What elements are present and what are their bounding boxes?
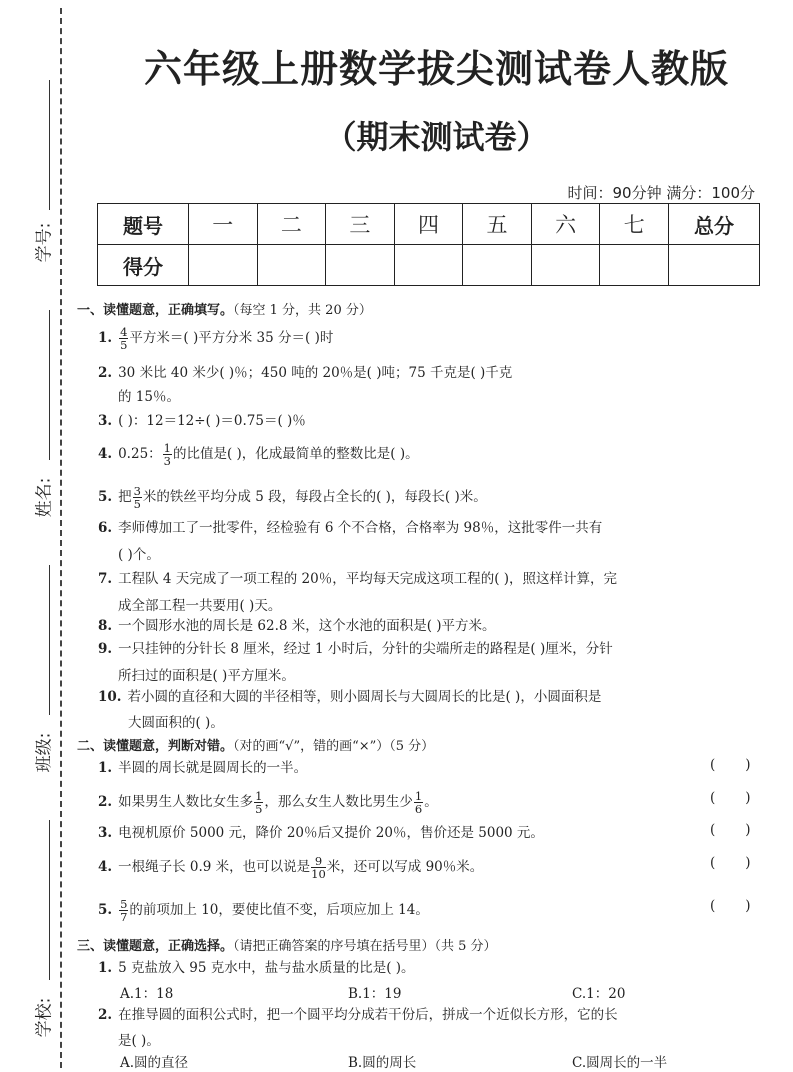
question-number: 9. xyxy=(98,641,113,657)
numerator: 5 xyxy=(120,897,128,911)
denominator: 7 xyxy=(120,910,128,924)
question-number: 3. xyxy=(98,413,113,429)
class-field xyxy=(14,565,56,773)
question-number: 2. xyxy=(98,1007,113,1023)
question-number: 1. xyxy=(98,760,113,776)
student-id-label: 学号: xyxy=(34,222,55,263)
class-line xyxy=(49,565,50,715)
section-title-text: 一、读懂题意，正确填写。 xyxy=(77,303,234,318)
score-cell[interactable] xyxy=(326,245,395,286)
section-3-title xyxy=(77,935,497,954)
s3-question-1 xyxy=(98,957,415,979)
question-text: 电视机原价 5000 元，降价 20％后又提价 20％，售价还是 5000 元。 xyxy=(118,825,544,841)
question-text: 一根绳子长 0.9 米，也可以说是 xyxy=(118,859,311,875)
option-c[interactable]: C.圆周长的一半 xyxy=(572,1055,668,1071)
question-text: 一个圆形水池的周长是 62.8 米，这个水池的面积是( )平方米。 xyxy=(118,618,496,634)
question-text: 一只挂钟的分针长 8 厘米，经过 1 小时后，分针的尖端所走的路程是( )厘米，分针 xyxy=(118,641,613,657)
school-line xyxy=(49,820,50,980)
section-2-title xyxy=(77,735,434,754)
question-text: 的前项加上 10，要使比值不变，后项应加上 14。 xyxy=(129,902,429,918)
numerator: 1 xyxy=(163,441,171,455)
score-table xyxy=(97,203,760,286)
score-header-cell: 六 xyxy=(531,204,600,245)
question-text: ，那么女生人数比男生少 xyxy=(264,794,413,810)
s1-question-6 xyxy=(98,517,602,539)
s2-question-1 xyxy=(98,757,307,779)
denominator: 5 xyxy=(255,802,263,816)
s3-question-2-cont: 是( )。 xyxy=(118,1033,160,1049)
section-title-text: 三、读懂题意，正确选择。 xyxy=(77,939,234,954)
answer-paren[interactable]: ( ) xyxy=(710,855,751,871)
score-value-row xyxy=(98,245,760,286)
question-text: 工程队 4 天完成了一项工程的 20％，平均每天完成这项工程的( )，照这样计算，完 xyxy=(118,571,618,587)
score-cell[interactable] xyxy=(463,245,532,286)
s1-question-10 xyxy=(98,686,601,708)
question-number: 1. xyxy=(98,330,113,346)
s1-question-4 xyxy=(98,442,419,467)
school-label: 学校: xyxy=(34,997,55,1038)
fraction xyxy=(119,326,128,351)
class-label: 班级: xyxy=(34,732,55,773)
question-text: 如果男生人数比女生多 xyxy=(118,794,254,810)
question-number: 4. xyxy=(98,859,113,875)
question-number: 10. xyxy=(98,689,122,705)
cut-line xyxy=(60,8,62,1068)
score-header-cell: 一 xyxy=(189,204,258,245)
question-text: 半圆的周长就是圆周长的一半。 xyxy=(118,760,308,776)
student-id-field xyxy=(14,80,56,280)
question-number: 2. xyxy=(98,794,113,810)
school-field xyxy=(14,820,56,1038)
s2-question-5 xyxy=(98,898,429,923)
score-cell[interactable] xyxy=(257,245,326,286)
score-header-cell: 二 xyxy=(257,204,326,245)
score-header-cell: 总分 xyxy=(669,204,760,245)
answer-paren[interactable]: ( ) xyxy=(710,757,751,773)
numerator: 1 xyxy=(414,789,423,803)
fraction xyxy=(119,898,128,923)
question-text: 李师傅加工了一批零件，经检验有 6 个不合格，合格率为 98％，这批零件一共有 xyxy=(118,520,603,536)
score-cell[interactable] xyxy=(669,245,760,286)
fraction xyxy=(311,855,326,880)
section-note: （请把正确答案的序号填在括号里）（共 5 分） xyxy=(233,939,497,954)
student-id-line xyxy=(49,80,50,210)
question-text: 。 xyxy=(424,794,438,810)
section-title-text: 二、读懂题意，判断对错。 xyxy=(77,739,234,754)
question-text: 平方米＝( )平方分米 35 分＝( )时 xyxy=(129,330,334,346)
question-text: 0.25： xyxy=(118,446,162,462)
page-subtitle: （期末测试卷） xyxy=(324,118,549,156)
denominator: 10 xyxy=(311,867,326,881)
fraction xyxy=(133,485,142,510)
option-b[interactable]: B.1：19 xyxy=(348,986,402,1002)
s1-question-10-cont: 大圆面积的( )。 xyxy=(128,715,224,731)
question-text: 若小圆的直径和大圆的半径相等，则小圆周长与大圆周长的比是( )，小圆面积是 xyxy=(127,689,602,705)
s1-question-5 xyxy=(98,485,487,510)
question-text: 米，还可以写成 90％米。 xyxy=(326,859,484,875)
score-cell[interactable] xyxy=(189,245,258,286)
score-cell[interactable] xyxy=(600,245,669,286)
numerator: 4 xyxy=(120,325,128,339)
score-cell[interactable] xyxy=(531,245,600,286)
binding-margin xyxy=(0,0,75,1072)
s1-question-2 xyxy=(98,362,512,384)
numerator: 9 xyxy=(311,855,326,868)
s1-question-9 xyxy=(98,638,613,660)
name-label: 姓名: xyxy=(34,477,55,518)
s1-question-7-cont: 成全部工程一共要用( )天。 xyxy=(118,598,282,614)
s2-question-4 xyxy=(98,855,483,880)
question-number: 5. xyxy=(98,902,113,918)
score-header-row xyxy=(98,204,760,245)
question-text: 5 克盐放入 95 克水中，盐与盐水质量的比是( )。 xyxy=(118,960,415,976)
s2-question-3 xyxy=(98,822,544,844)
question-number: 6. xyxy=(98,520,113,536)
s1-question-8 xyxy=(98,615,496,637)
question-text: 米的铁丝平均分成 5 段，每段占全长的( )，每段长( )米。 xyxy=(142,489,487,505)
score-header-cell: 四 xyxy=(394,204,463,245)
score-header-cell: 五 xyxy=(463,204,532,245)
answer-paren[interactable]: ( ) xyxy=(710,822,751,838)
answer-paren[interactable]: ( ) xyxy=(710,790,751,806)
section-note: （每空 1 分，共 20 分） xyxy=(233,303,372,318)
score-header-cell: 七 xyxy=(600,204,669,245)
s1-question-7 xyxy=(98,568,617,590)
question-text: 在推导圆的面积公式时，把一个圆平均分成若干份后，拼成一个近似长方形，它的长 xyxy=(118,1007,618,1023)
s1-question-1 xyxy=(98,326,333,351)
question-number: 8. xyxy=(98,618,113,634)
denominator: 3 xyxy=(163,454,171,468)
denominator: 5 xyxy=(120,338,128,352)
fraction xyxy=(254,790,263,815)
score-row-label: 得分 xyxy=(98,245,189,286)
s1-question-3 xyxy=(98,410,306,432)
name-field xyxy=(14,310,56,520)
question-text: 的比值是( )，化成最简单的整数比是( )。 xyxy=(172,446,419,462)
question-text: 30 米比 40 米少( )％；450 吨的 20％是( )吨；75 千克是( )千克 xyxy=(118,365,513,381)
fraction xyxy=(163,442,172,467)
option-a[interactable]: A.1：18 xyxy=(120,986,174,1002)
page-title: 六年级上册数学拔尖测试卷人教版 xyxy=(143,47,729,91)
question-number: 4. xyxy=(98,446,113,462)
question-text: 把 xyxy=(118,489,132,505)
question-text: ( )：12＝12÷( )＝0.75＝( )％ xyxy=(118,413,306,429)
question-number: 5. xyxy=(98,489,113,505)
option-a[interactable]: A.圆的直径 xyxy=(120,1055,189,1071)
score-cell[interactable] xyxy=(394,245,463,286)
s1-question-6-cont: ( )个。 xyxy=(118,547,160,563)
time-info: 时间：90分钟 满分：100分 xyxy=(567,184,755,202)
question-number: 1. xyxy=(98,960,113,976)
s1-question-9-cont: 所扫过的面积是( )平方厘米。 xyxy=(118,668,295,684)
question-number: 3. xyxy=(98,825,113,841)
option-c[interactable]: C.1：20 xyxy=(572,986,626,1002)
option-b[interactable]: B.圆的周长 xyxy=(348,1055,417,1071)
numerator: 3 xyxy=(133,484,141,498)
section-1-title xyxy=(77,299,372,318)
score-header-cell: 题号 xyxy=(98,204,189,245)
s3-question-2 xyxy=(98,1004,618,1026)
answer-paren[interactable]: ( ) xyxy=(710,898,751,914)
question-number: 7. xyxy=(98,571,113,587)
denominator: 5 xyxy=(133,497,141,511)
numerator: 1 xyxy=(255,789,263,803)
score-header-cell: 三 xyxy=(326,204,395,245)
name-line xyxy=(49,310,50,460)
s2-question-2 xyxy=(98,790,438,815)
s1-question-2-cont: 的 15％。 xyxy=(118,389,180,405)
fraction xyxy=(414,790,423,815)
question-number: 2. xyxy=(98,365,113,381)
section-note: （对的画“√”，错的画“×”）（5 分） xyxy=(233,739,435,754)
denominator: 6 xyxy=(414,802,423,816)
